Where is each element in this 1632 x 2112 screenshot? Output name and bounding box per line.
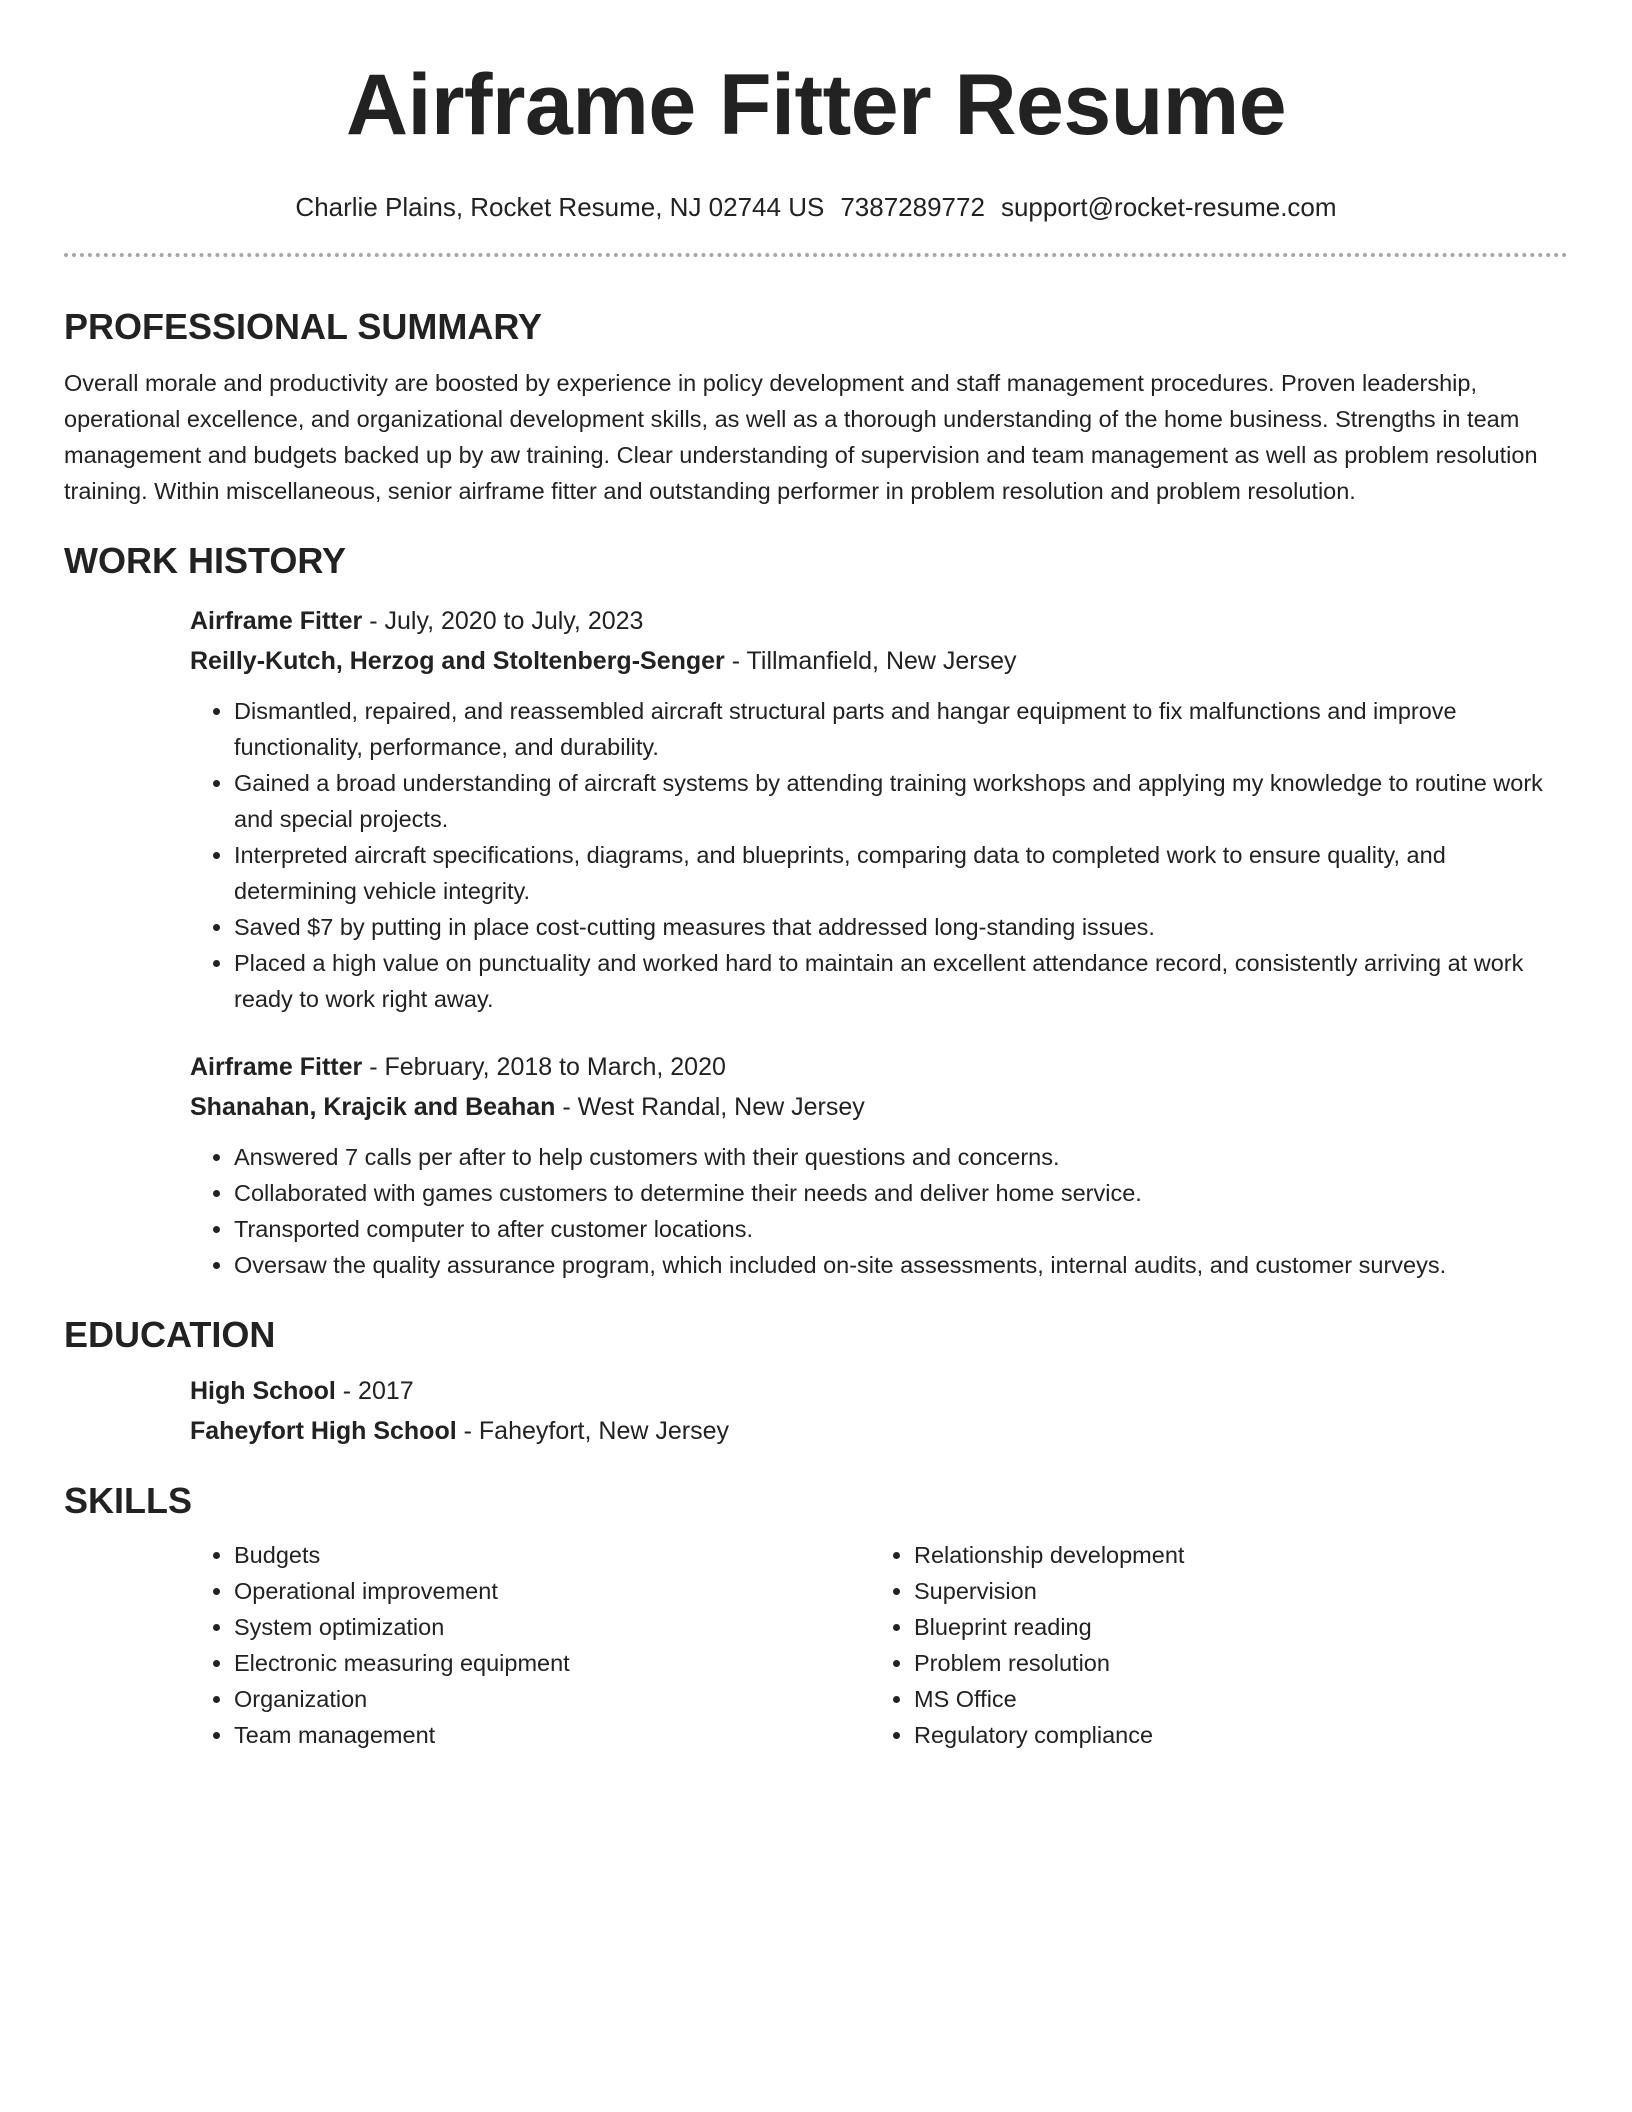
job-company-line	[190, 1087, 1568, 1127]
skills-section	[64, 1480, 1568, 1753]
education-location: - Faheyfort, New Jersey	[456, 1417, 729, 1446]
education-degree: High School	[190, 1377, 336, 1406]
skills-column-left	[190, 1537, 870, 1753]
job-location: - West Randal, New Jersey	[555, 1093, 865, 1122]
job-company: Reilly-Kutch, Herzog and Stoltenberg-Senger	[190, 647, 725, 676]
skill-item: • Supervision	[914, 1573, 1550, 1609]
list-item: • Placed a high value on punctuality and worked hard to maintain an excellent attendance record, consistently arriving at work ready to work right away.	[234, 945, 1568, 1017]
summary-section	[64, 306, 1568, 509]
skills-heading: SKILLS	[64, 1480, 193, 1522]
skills-column-right	[870, 1537, 1550, 1753]
job-entry	[190, 601, 1568, 1017]
work-history-section	[64, 540, 1568, 1283]
list-item: • Gained a broad understanding of aircraft systems by attending training workshops and applying my knowledge to routine work and special projects.	[234, 765, 1568, 837]
job-location: - Tillmanfield, New Jersey	[724, 647, 1017, 676]
education-heading: EDUCATION	[64, 1314, 276, 1356]
contact-line	[64, 192, 1568, 223]
list-item: • Saved $7 by putting in place cost-cutting measures that addressed long-standing issues.	[234, 909, 1568, 945]
skill-item: • Blueprint reading	[914, 1609, 1550, 1645]
list-item: • Answered 7 calls per after to help customers with their questions and concerns.	[234, 1139, 1568, 1175]
skill-item: • Relationship development	[914, 1537, 1550, 1573]
skill-item: • Problem resolution	[914, 1645, 1550, 1681]
summary-heading: PROFESSIONAL SUMMARY	[64, 306, 543, 348]
skills-list-right	[870, 1537, 1550, 1753]
skills-list-left	[190, 1537, 870, 1753]
education-school: Faheyfort High School	[190, 1417, 457, 1446]
skill-item: • Budgets	[234, 1537, 870, 1573]
job-dates: - July, 2020 to July, 2023	[362, 607, 644, 636]
education-school-line	[190, 1411, 1568, 1451]
skill-item: • System optimization	[234, 1609, 870, 1645]
list-item: • Interpreted aircraft specifications, diagrams, and blueprints, comparing data to completed work to ensure quality, and determining vehicle integrity.	[234, 837, 1568, 909]
job-bullets	[190, 693, 1568, 1017]
job-title-line	[190, 1047, 1568, 1087]
contact-address: Charlie Plains, Rocket Resume, NJ 02744 US	[295, 192, 825, 222]
skills-grid	[190, 1537, 1568, 1753]
education-year: - 2017	[335, 1377, 414, 1406]
list-item: • Dismantled, repaired, and reassembled aircraft structural parts and hangar equipment to fix malfunctions and improve functionality, performance, and durability.	[234, 693, 1568, 765]
skill-item: • Team management	[234, 1717, 870, 1753]
education-section	[64, 1314, 1568, 1451]
job-dates: - February, 2018 to March, 2020	[362, 1053, 726, 1082]
skill-item: • MS Office	[914, 1681, 1550, 1717]
skill-item: • Organization	[234, 1681, 870, 1717]
skill-item: • Operational improvement	[234, 1573, 870, 1609]
header-divider	[64, 253, 1568, 257]
resume-title: Airframe Fitter Resume	[345, 57, 1287, 153]
work-history-heading: WORK HISTORY	[64, 540, 347, 582]
job-company-line	[190, 641, 1568, 681]
list-item: • Collaborated with games customers to determine their needs and deliver home service.	[234, 1175, 1568, 1211]
skill-item: • Regulatory compliance	[914, 1717, 1550, 1753]
job-title: Airframe Fitter	[190, 607, 363, 636]
list-item: • Oversaw the quality assurance program, which included on-site assessments, internal audits, and customer surveys.	[234, 1247, 1568, 1283]
contact-email: support@rocket-resume.com	[1000, 192, 1337, 222]
list-item: • Transported computer to after customer locations.	[234, 1211, 1568, 1247]
job-title-line	[190, 601, 1568, 641]
job-entry	[190, 1047, 1568, 1283]
job-bullets	[190, 1139, 1568, 1283]
skill-item: • Electronic measuring equipment	[234, 1645, 870, 1681]
education-entry	[190, 1371, 1568, 1451]
education-degree-line	[190, 1371, 1568, 1411]
job-title: Airframe Fitter	[190, 1053, 363, 1082]
contact-phone: 7387289772	[840, 192, 985, 222]
job-company: Shanahan, Krajcik and Beahan	[190, 1093, 556, 1122]
summary-text: Overall morale and productivity are boosted by experience in policy development and staff management procedures. Proven leadership, operational excellence, and organizational development skills, as well as a thorough understanding of the home business. Strengths in team management and budgets backed up by aw training. Clear understanding of supervision and team management as well as problem resolution training. Within miscellaneous, senior airframe fitter and outstanding performer in problem resolution and problem resolution.	[64, 370, 1538, 505]
